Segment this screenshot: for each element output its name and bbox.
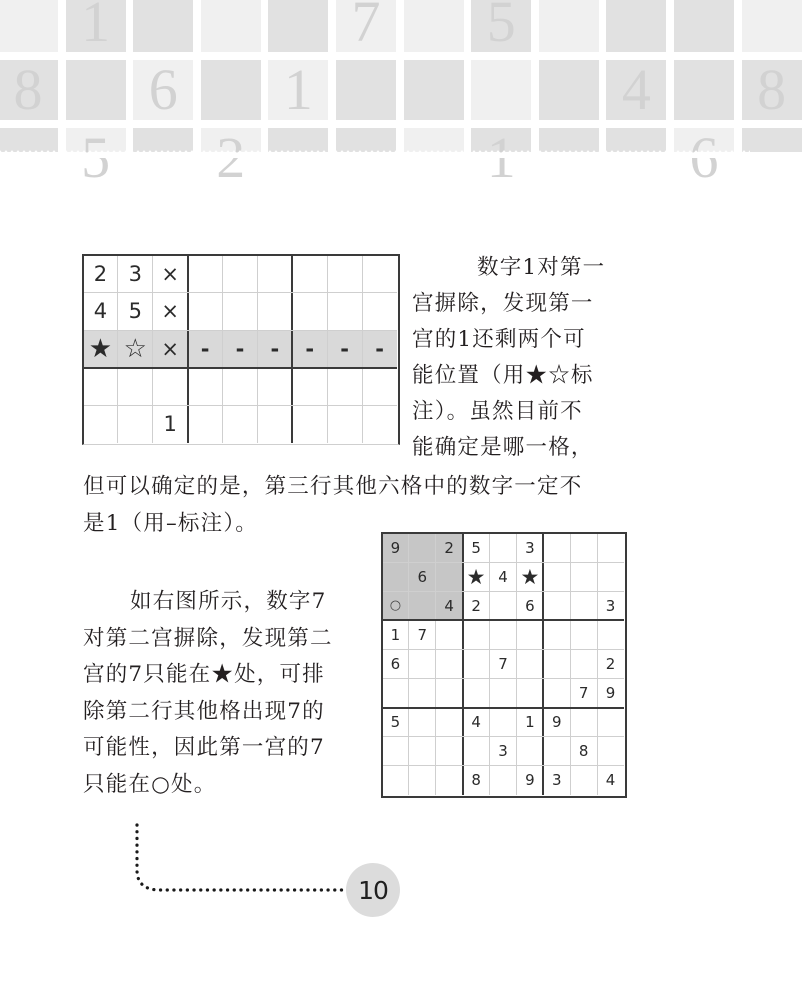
grid-cell-value: - [270,336,280,361]
header-tile [471,60,531,120]
star-filled-icon: ★ [466,564,486,589]
header-tile [201,0,261,52]
header-tile [674,0,734,52]
scalloped-edge [0,146,750,158]
grid-cell-value: 3 [498,742,508,761]
grid-cell-value: 6 [525,596,535,615]
figure2-grid [382,533,624,795]
grid-cell-value: 3 [525,538,535,557]
header-tile [539,60,599,120]
header-tile [66,60,126,120]
paragraph-line: 能确定是哪一格， [412,435,594,460]
header-tile [606,57,666,122]
figure1-grid [83,255,397,443]
grid-cell-value: 4 [471,713,481,732]
grid-cell-value: 3 [551,771,562,790]
grid-cell-value: 4 [444,596,454,615]
paragraph-line: 能位置（用★☆标 [412,363,594,388]
header-tile [404,0,464,52]
header-tile [201,60,261,120]
grid-cell-value: 9 [525,771,535,790]
grid-cell-value: × [161,336,179,361]
grid-cell-value: 5 [128,299,142,324]
circle-marker-icon: ○ [389,598,402,614]
paragraph-line: 只能在○处。 [83,772,217,797]
grid-cell-value: 2 [471,596,481,615]
grid-cell-value: 1 [390,625,401,644]
grid-cell-value: 7 [498,654,508,673]
header-tile [0,57,58,122]
grid-cell-value: 4 [605,771,616,790]
header-tile [133,0,193,52]
grid-cell-value: × [161,261,179,286]
header-tile-digit: 1 [283,57,313,122]
paragraph-line: 宫的7只能在★处，可排 [83,662,325,687]
grid-cell-value: 9 [551,713,562,732]
header-tile-digit: 5 [486,0,516,54]
grid-cell-value: - [375,336,384,361]
header-tile [268,0,328,52]
header-tile-digit: 8 [13,57,43,122]
header-tile-digit: 1 [81,0,111,54]
header-tile-digit: 8 [757,57,787,122]
header-tile [404,60,464,120]
grid-cell-value: - [305,336,315,361]
star-filled-icon: ★ [520,564,540,589]
header-tile-digit: 6 [148,57,178,122]
header-tile [606,0,666,52]
paragraph-line: 可能性，因此第一宫的7 [83,735,325,760]
grid-cell-value: - [200,336,210,361]
page-number-badge [346,863,400,917]
grid-cell-value: 2 [605,654,616,673]
grid-cell-value: 9 [605,684,616,703]
grid-cell-value: 7 [417,625,428,644]
paragraph-line: 对第二宫摒除，发现第二 [83,626,333,651]
header-tile [539,0,599,52]
grid-cell-value: 2 [444,538,454,557]
grid-cell-value: 5 [471,538,481,557]
header-tile [742,57,802,122]
paragraph-line: 如右图所示，数字7 [130,589,327,614]
paragraph-line: 除第二行其他格出现7的 [83,699,325,724]
grid-cell-value: 1 [163,412,177,437]
grid-cell-value: 8 [471,771,481,790]
grid-cell-value: 7 [578,684,589,703]
grid-cell-value: 6 [417,567,428,586]
grid-cell-value: 4 [93,299,108,324]
paragraph-line: 注）。虽然目前不 [412,399,583,424]
grid-cell-value: 5 [390,713,401,732]
paragraph-line: 宫的1还剩两个可 [412,327,586,352]
header-tile [674,60,734,120]
star-outline-icon: ☆ [123,333,147,364]
grid-cell-value: 6 [390,654,401,673]
header-tile [742,128,802,152]
header-tile [742,0,802,52]
grid-cell-value: 1 [525,713,535,732]
grid-cell-value: × [161,299,179,324]
header-tile-digit: 4 [621,57,651,122]
header-tile [336,0,396,52]
grid-cell-value: - [340,336,350,361]
header-tile-band [0,0,787,156]
star-filled-icon: ★ [88,333,113,364]
grid-cell-value: 3 [128,261,142,286]
grid-cell-value: 3 [605,596,616,615]
paragraph-line: 但可以确定的是，第三行其他六格中的数字一定不 [83,474,583,499]
grid-cell-value: 9 [390,538,401,557]
header-tile [268,57,328,122]
header-tile [66,0,126,52]
grid-cell-value: 8 [578,742,589,761]
grid-cell-value: - [235,336,245,361]
header-tile-digit: 7 [351,0,381,54]
paragraph-line: 宫摒除，发现第一 [412,291,594,316]
header-tile [336,60,396,120]
header-tile [0,0,58,52]
header-tile [133,57,193,122]
paragraph-line: 是1（用–标注）。 [83,511,258,536]
header-tile [471,0,531,52]
paragraph-line: 数字1对第一 [477,255,606,280]
grid-cell-value: 4 [498,567,508,586]
page-number: 10 [358,875,388,905]
grid-cell-value: 2 [93,261,108,286]
